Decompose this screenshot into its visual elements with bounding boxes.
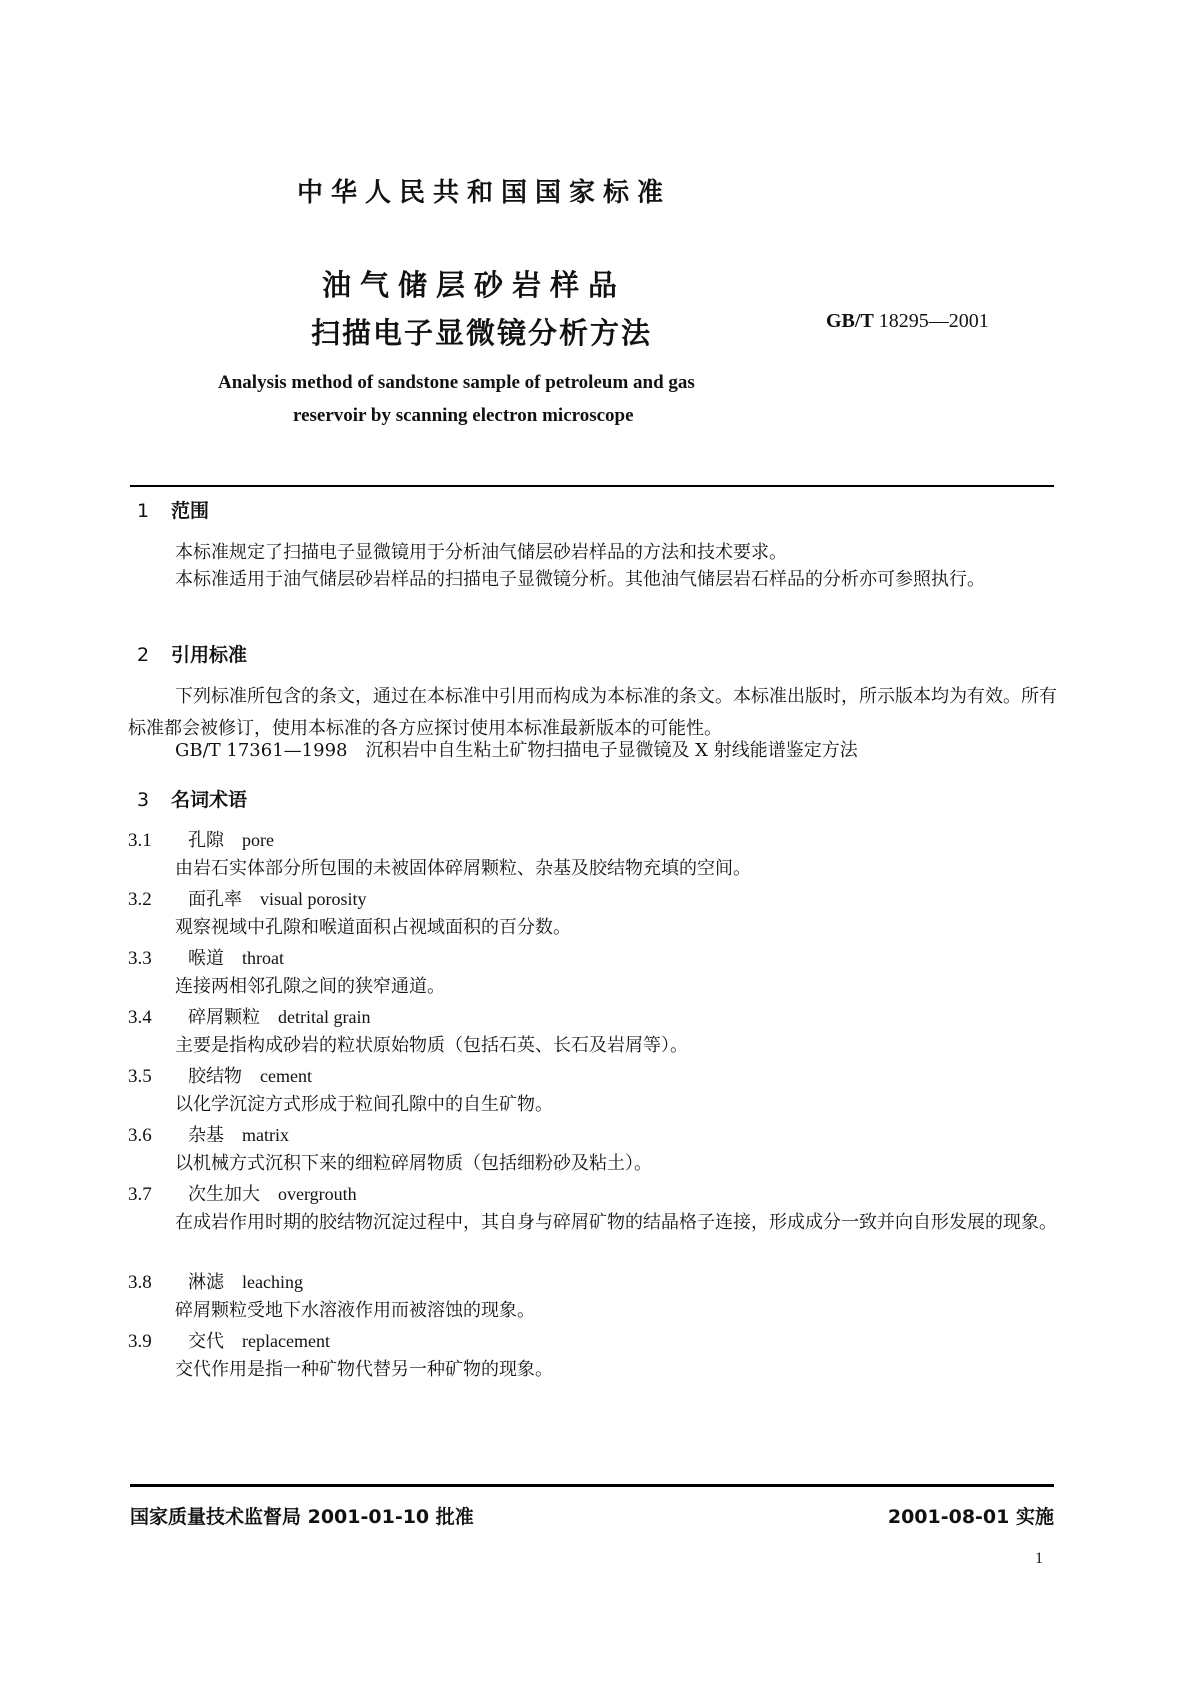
term-en: overgrouth xyxy=(278,1184,357,1204)
term-number: 3.5 xyxy=(128,1066,152,1087)
term-number: 3.3 xyxy=(128,948,152,969)
term-en: cement xyxy=(260,1066,312,1086)
section-number: 1 xyxy=(137,500,150,522)
term-en: replacement xyxy=(242,1331,330,1351)
term-heading xyxy=(128,1327,330,1353)
effective-date: 2001-08-01 实施 xyxy=(887,1506,1054,1528)
term-definition: 在成岩作用时期的胶结物沉淀过程中，其自身与碎屑矿物的结晶格子连接，形成成分一致并向自形发展的现象。 xyxy=(175,1212,1057,1233)
term-definition: 主要是指构成砂岩的粒状原始物质（包括石英、长石及岩屑等）。 xyxy=(175,1035,688,1056)
term-en: matrix xyxy=(242,1125,289,1145)
term-cn: 碎屑颗粒 xyxy=(188,1007,260,1028)
term-heading xyxy=(128,885,367,911)
standard-code: 18295—2001 xyxy=(878,310,989,332)
term-cn: 面孔率 xyxy=(188,889,242,910)
term-en: throat xyxy=(242,948,284,968)
term-definition: 连接两相邻孔隙之间的狭窄通道。 xyxy=(175,976,445,997)
section-title: 范围 xyxy=(171,500,210,522)
term-heading xyxy=(128,1180,357,1206)
section-number: 3 xyxy=(137,789,150,811)
term-en: pore xyxy=(242,830,274,850)
issuing-country-standard: 中华人民共和国国家标准 xyxy=(297,178,672,208)
term-en: leaching xyxy=(242,1272,303,1292)
title-en-line2: reservoir by scanning electron microscope xyxy=(293,405,634,426)
term-definition: 以机械方式沉积下来的细粒碎屑物质（包括细粉砂及粘土）。 xyxy=(175,1153,652,1174)
term-definition: 碎屑颗粒受地下水溶液作用而被溶蚀的现象。 xyxy=(175,1300,535,1321)
term-definition: 观察视域中孔隙和喉道面积占视域面积的百分数。 xyxy=(175,917,571,938)
term-heading xyxy=(128,1003,370,1029)
section-1-heading xyxy=(137,496,209,523)
term-heading xyxy=(128,1268,303,1294)
section-3-heading xyxy=(137,785,247,812)
term-number: 3.1 xyxy=(128,830,152,851)
term-number: 3.6 xyxy=(128,1125,152,1146)
section-2-paragraph-1: 下列标准所包含的条文，通过在本标准中引用而构成为本标准的条文。本标准出版时，所示版本均为有效。所有标准都会被修订，使用本标准的各方应探讨使用本标准最新版本的可能性。 xyxy=(128,686,1057,739)
term-heading xyxy=(128,1062,312,1088)
term-number: 3.9 xyxy=(128,1331,152,1352)
term-number: 3.7 xyxy=(128,1184,152,1205)
standard-prefix: GB/T xyxy=(826,310,874,332)
header-divider xyxy=(130,485,1054,487)
term-cn: 次生加大 xyxy=(188,1184,260,1205)
term-heading xyxy=(128,1121,289,1147)
term-definition: 交代作用是指一种矿物代替另一种矿物的现象。 xyxy=(175,1359,553,1380)
page-number: 1 xyxy=(1035,1550,1043,1567)
term-cn: 淋滤 xyxy=(188,1272,224,1293)
section-number: 2 xyxy=(137,644,150,666)
section-title: 引用标准 xyxy=(171,644,248,666)
title-cn-line1: 油气储层砂岩样品 xyxy=(322,268,627,302)
term-number: 3.2 xyxy=(128,889,152,910)
term-en: detrital grain xyxy=(278,1007,371,1027)
term-cn: 孔隙 xyxy=(188,830,224,851)
term-cn: 胶结物 xyxy=(188,1066,242,1087)
section-1-paragraph-2: 本标准适用于油气储层砂岩样品的扫描电子显微镜分析。其他油气储层岩石样品的分析亦可参照执行。 xyxy=(175,569,985,590)
term-cn: 交代 xyxy=(188,1331,224,1352)
term-number: 3.8 xyxy=(128,1272,152,1293)
approval-line: 国家质量技术监督局 2001-01-10 批准 xyxy=(130,1506,474,1528)
title-en-line1: Analysis method of sandstone sample of petroleum and gas xyxy=(218,372,695,393)
term-cn: 杂基 xyxy=(188,1125,224,1146)
term-en: visual porosity xyxy=(260,889,367,909)
title-cn-line2: 扫描电子显微镜分析方法 xyxy=(311,316,653,350)
term-cn: 喉道 xyxy=(188,948,224,969)
term-definition: 由岩石实体部分所包围的未被固体碎屑颗粒、杂基及胶结物充填的空间。 xyxy=(175,858,751,879)
section-title: 名词术语 xyxy=(171,789,248,811)
term-heading xyxy=(128,826,274,852)
referenced-standard: GB/T 17361—1998 沉积岩中自生粘土矿物扫描电子显微镜及 X 射线能谱鉴定方法 xyxy=(175,740,858,761)
standard-number xyxy=(826,310,989,333)
section-1-paragraph-1: 本标准规定了扫描电子显微镜用于分析油气储层砂岩样品的方法和技术要求。 xyxy=(175,542,787,563)
term-definition: 以化学沉淀方式形成于粒间孔隙中的自生矿物。 xyxy=(175,1094,553,1115)
term-number: 3.4 xyxy=(128,1007,152,1028)
term-heading xyxy=(128,944,284,970)
footer-divider xyxy=(130,1484,1054,1487)
section-2-heading xyxy=(137,640,247,667)
